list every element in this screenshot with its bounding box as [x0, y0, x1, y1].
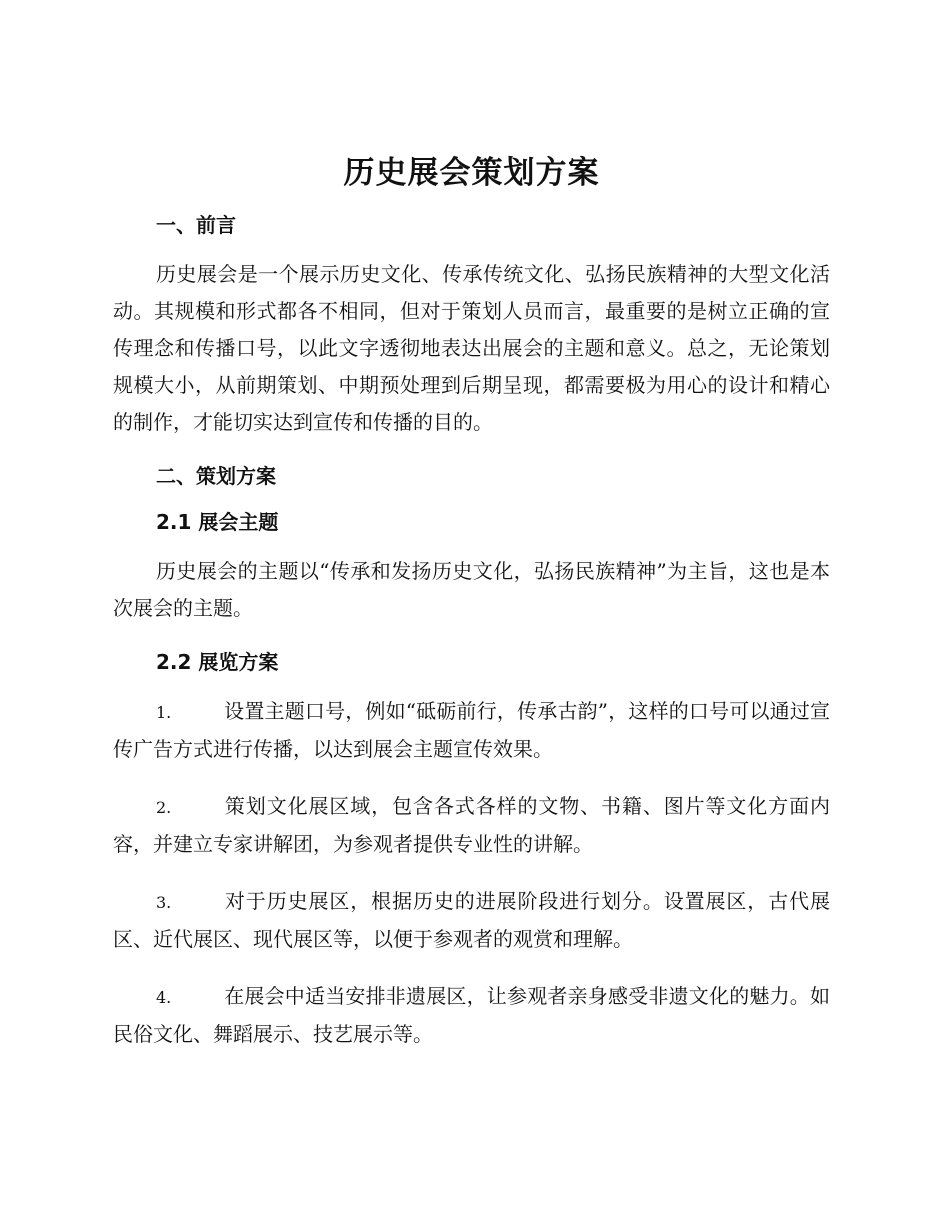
document-title: 历史展会策划方案 — [343, 155, 600, 191]
preface-paragraph: 历史展会是一个展示历史文化、传承传统文化、弘扬民族精神的大型文化活动。其规模和形式都各不相同，但对于策划人员而言，最重要的是树立正确的宣传理念和传播口号，以此文字透彻地表达出展会的主题和意义。总之，无论策划规模大小，从前期策划、中期预处理到后期呈现，都需要极为用心的设计和精心的制作，才能切实达到宣传和传播的目的。 — [113, 262, 830, 434]
list-item-text: 设置主题口号，例如“砥砺前行，传承古韵”，这样的口号可以通过宣传广告方式进行传播，以达到展会主题宣传效果。 — [113, 699, 830, 761]
theme-paragraph: 历史展会的主题以“传承和发扬历史文化，弘扬民族精神”为主旨，这也是本次展会的主题。 — [113, 559, 830, 620]
list-item — [113, 788, 830, 863]
list-item — [113, 883, 830, 958]
subsection-heading-theme: 2.1 展会主题 — [156, 510, 279, 534]
list-item-text: 在展会中适当安排非遗展区，让参观者亲身感受非遗文化的魅力。如民俗文化、舞蹈展示、技艺展示等。 — [113, 984, 830, 1046]
list-item-number: 2. — [156, 798, 172, 817]
list-item — [113, 978, 830, 1053]
list-item-number: 3. — [156, 893, 172, 912]
list-item-text: 策划文化展区域，包含各式各样的文物、书籍、图片等文化方面内容，并建立专家讲解团，为参观者提供专业性的讲解。 — [113, 794, 830, 856]
section-heading-plan: 二、策划方案 — [156, 464, 276, 488]
list-item-number: 1. — [156, 703, 172, 722]
section-heading-preface: 一、前言 — [156, 213, 236, 237]
list-item-number: 4. — [156, 988, 172, 1007]
list-item-text: 对于历史展区，根据历史的进展阶段进行划分。设置展区，古代展区、近代展区、现代展区等，以便于参观者的观赏和理解。 — [113, 889, 830, 951]
list-item — [113, 693, 830, 768]
subsection-heading-exhibition: 2.2 展览方案 — [156, 650, 279, 674]
